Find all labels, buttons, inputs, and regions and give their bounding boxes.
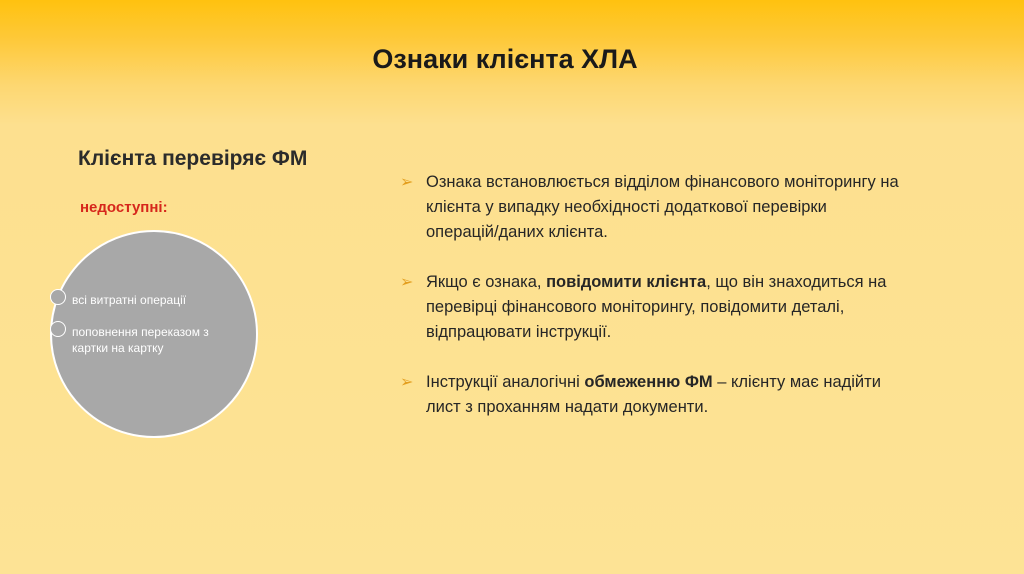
bullet-list (400, 170, 900, 445)
arrow-bullet-icon: ➢ (400, 274, 414, 291)
left-subheading: недоступні: (80, 199, 168, 216)
circle-item-label: поповнення переказом з картки на картку (72, 325, 209, 355)
circle-bullet-icon (50, 289, 66, 305)
arrow-bullet-icon: ➢ (400, 374, 414, 391)
slide-title: Ознаки клієнта ХЛА (372, 44, 638, 74)
circle-item (72, 292, 186, 308)
bullet-item (400, 170, 900, 245)
bullet-text: Якщо є ознака, (426, 273, 547, 291)
circle-bullet-icon (50, 321, 66, 337)
bullet-item (400, 270, 900, 345)
bullet-text: Інструкції аналогічні (426, 373, 585, 391)
bullet-text: Ознака встановлюється відділом фінансового моніторингу на клієнта у випадку необхідності додаткової перевірки операцій/даних клієнта. (426, 173, 899, 241)
bullet-text-bold: обмеженню ФМ (584, 373, 713, 391)
arrow-bullet-icon: ➢ (400, 174, 414, 191)
bullet-text: , що він знаходиться на перевірці фінансового моніторингу, повідомити деталі, відпрацювати інструкції. (426, 273, 887, 341)
left-heading: Клієнта перевіряє ФМ (78, 147, 308, 170)
bullet-text: – клієнту має надійти лист з проханням надати документи. (426, 373, 881, 416)
bullet-item (400, 370, 900, 420)
circle-item-label: всі витратні операції (72, 293, 187, 307)
bullet-text-bold: повідомити клієнта (546, 273, 707, 291)
circle-item (72, 324, 242, 356)
